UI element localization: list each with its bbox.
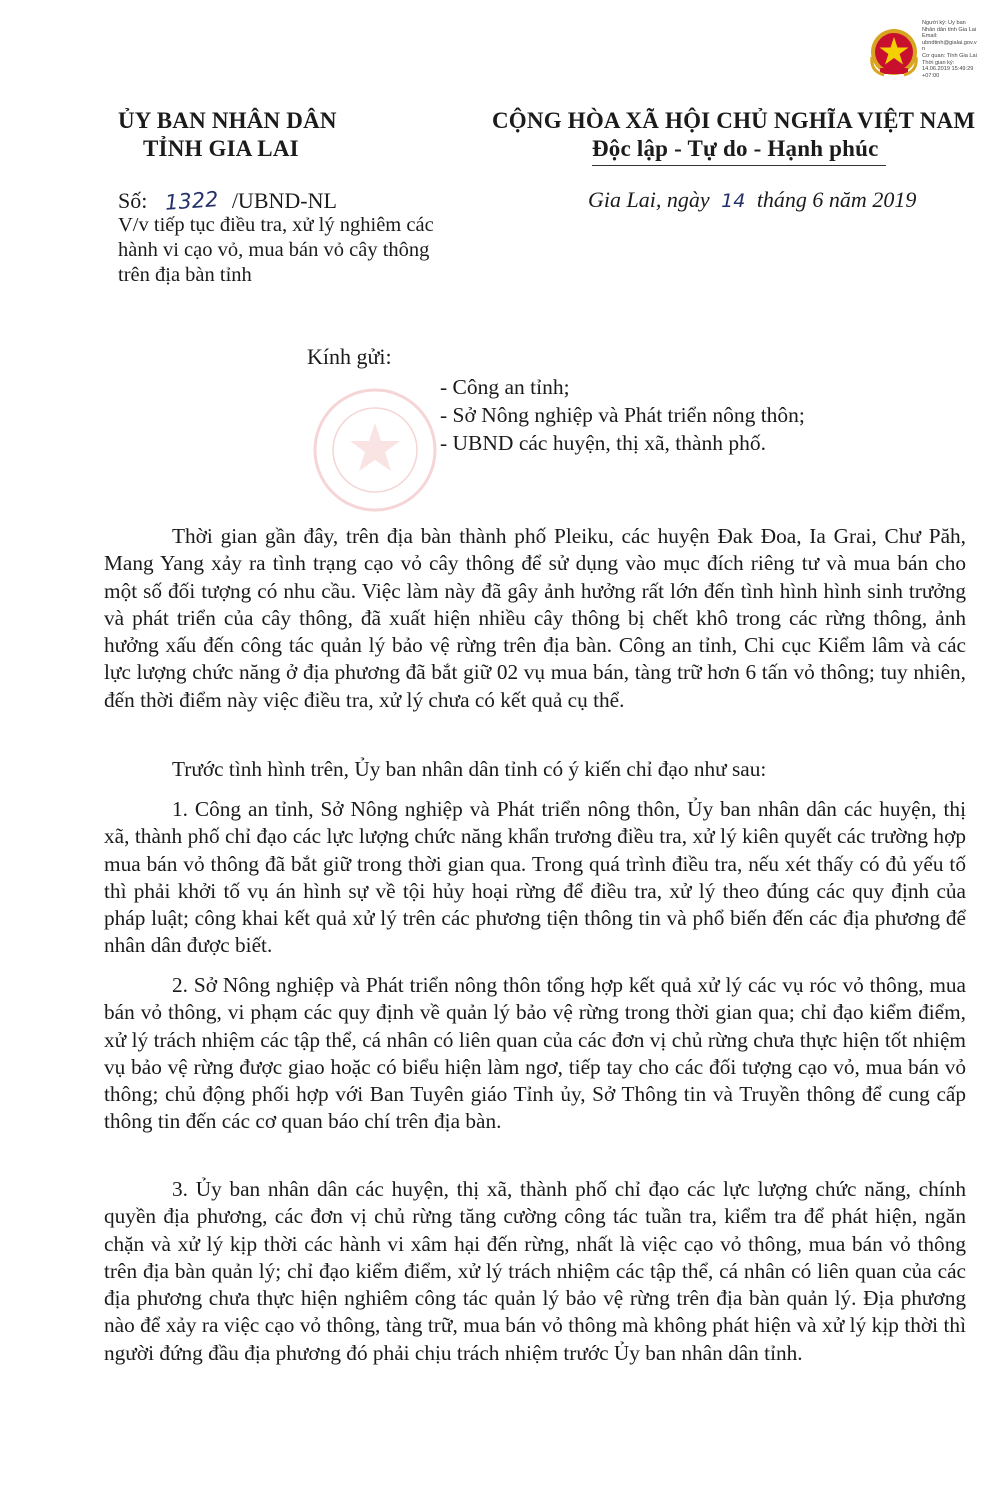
signature-line: +07:00 [922, 72, 940, 79]
signature-line: Người ký: Ủy ban [922, 20, 966, 26]
doc-number-suffix: /UBND-NL [231, 188, 337, 213]
national-title: CỘNG HÒA XÃ HỘI CHỦ NGHĨA VIỆT NAM [492, 108, 976, 133]
date-suffix: tháng 6 năm 2019 [756, 187, 917, 212]
recipient-item: - UBND các huyện, thị xã, thành phố. [440, 431, 767, 455]
subject-line: trên địa bàn tỉnh [118, 264, 252, 286]
recipient-item: - Sở Nông nghiệp và Phát triển nông thôn; [440, 403, 805, 427]
national-motto: Độc lập - Tự do - Hạnh phúc [592, 136, 879, 161]
body-paragraph-intro: Thời gian gần đây, trên địa bàn thành phố Pleiku, các huyện Đak Đoa, Ia Grai, Chư Păh, Mang Yang xảy ra tình trạng cạo vỏ cây thông để sử dụng vào mục đích riêng tư và mua bán cho một số đối tượng có nhu cầu. Việc làm này đã gây ảnh hưởng rất lớn đến tình hình hình sinh trưởng và phát triển của cây thông, đã xuất hiện nhiều cây thông bị chết khô trong các rừng thông, ảnh hưởng xấu đến công tác quản lý bảo vệ rừng trên địa bàn. Công an tỉnh, Chi cục Kiểm lâm và các lực lượng chức năng ở địa phương đã bắt giữ 02 vụ mua bán, tàng trữ hơn 6 tấn vỏ thông; tuy nhiên, đến thời điểm này việc điều tra, xử lý chưa có kết quả cụ thể. [104, 524, 966, 712]
doc-number-prefix: Số: [118, 188, 148, 213]
signature-line: 14.06.2019 15:49:29 [922, 66, 974, 73]
agency-name: ỦY BAN NHÂN DÂN [118, 108, 337, 133]
motto-underline [592, 165, 886, 166]
date-prefix: Gia Lai, ngày [588, 187, 710, 212]
signature-line: Thời gian ký: [922, 59, 955, 66]
date-line [588, 187, 916, 213]
signature-line: n [922, 46, 926, 53]
subject-line: hành vi cạo vỏ, mua bán vỏ cây thông [118, 239, 430, 261]
greeting: Kính gửi: [307, 344, 392, 369]
subject [118, 213, 488, 288]
signature-line: Cơ quan: Tỉnh Gia Lai [922, 52, 977, 59]
handwritten-day: 14 [721, 190, 746, 212]
body-paragraph-directive: Trước tình hình trên, Ủy ban nhân dân tỉnh có ý kiến chỉ đạo như sau: [172, 757, 767, 781]
signature-line: Nhân dân tỉnh Gia Lai [922, 26, 977, 33]
subject-line: V/v tiếp tục điều tra, xử lý nghiêm các [118, 214, 434, 236]
signature-line: ubndtinh@gialai.gov.v [922, 39, 977, 46]
document-number [118, 188, 337, 214]
recipient-list [440, 373, 805, 457]
body-paragraph-item-3: 3. Ủy ban nhân dân các huyện, thị xã, thành phố chỉ đạo các lực lượng chức năng, chính quyền địa phương, các đơn vị chủ rừng tăng cường công tác tuần tra, kiểm tra để phát hiện, ngăn chặn và xử lý kịp thời các hành vi xâm hại đến rừng, nhất là việc cạo vỏ thông, mua bán vỏ thông trên địa bàn quản lý; chỉ đạo kiểm điểm, xử lý trách nhiệm các tập thể, cá nhân có liên quan của các địa phương chưa thực hiện nghiêm công tác quản lý bảo vệ rừng trên địa bàn quản lý. Địa phương nào để xảy ra việc cạo vỏ thông, tàng trữ, mua bán vỏ thông mà không phát hiện và xử lý kịp thời thì người đứng đầu địa phương đó phải chịu trách nhiệm trước Ủy ban nhân dân tỉnh. [104, 1177, 966, 1365]
faint-seal-icon [300, 375, 450, 525]
body-paragraph-item-2: 2. Sở Nông nghiệp và Phát triển nông thôn tổng hợp kết quả xử lý các vụ róc vỏ thông, mua bán vỏ thông, vi phạm các quy định về quản lý bảo vệ rừng trong thời gian qua; chỉ đạo kiểm điểm, xử lý trách nhiệm các tập thể, cá nhân có liên quan của các đơn vị chủ rừng chưa thực hiện tốt nhiệm vụ bảo vệ rừng được giao hoặc có biểu hiện làm ngơ, tiếp tay cho các đối tượng cạo vỏ, mua bán vỏ thông; chủ động phối hợp với Ban Tuyên giáo Tỉnh ủy, Sở Thông tin và Truyền thông để cung cấp thông tin đến các cơ quan báo chí trên địa bàn. [104, 973, 966, 1134]
signature-line: Email: [922, 33, 938, 40]
handwritten-doc-number: 1322 [164, 187, 220, 215]
body-paragraph-item-1: 1. Công an tỉnh, Sở Nông nghiệp và Phát triển nông thôn, Ủy ban nhân dân các huyện, thị xã, thành phố chỉ đạo các lực lượng chức năng khẩn trương điều tra, xử lý kiên quyết các trường hợp mua bán vỏ thông đã bắt giữ trong thời gian qua. Trong quá trình điều tra, nếu xét thấy có đủ yếu tố thì phải khởi tố vụ án hình sự về tội hủy hoại rừng để điều tra, xử lý theo đúng các quy định của pháp luật; công khai kết quả xử lý trên các phương tiện thông tin và phổ biến đến các địa phương để nhân dân được biết. [104, 797, 966, 958]
recipient-item: - Công an tỉnh; [440, 375, 570, 399]
province-name: TỈNH GIA LAI [143, 136, 299, 161]
signature-info [922, 20, 1000, 79]
national-emblem-icon [866, 27, 922, 79]
